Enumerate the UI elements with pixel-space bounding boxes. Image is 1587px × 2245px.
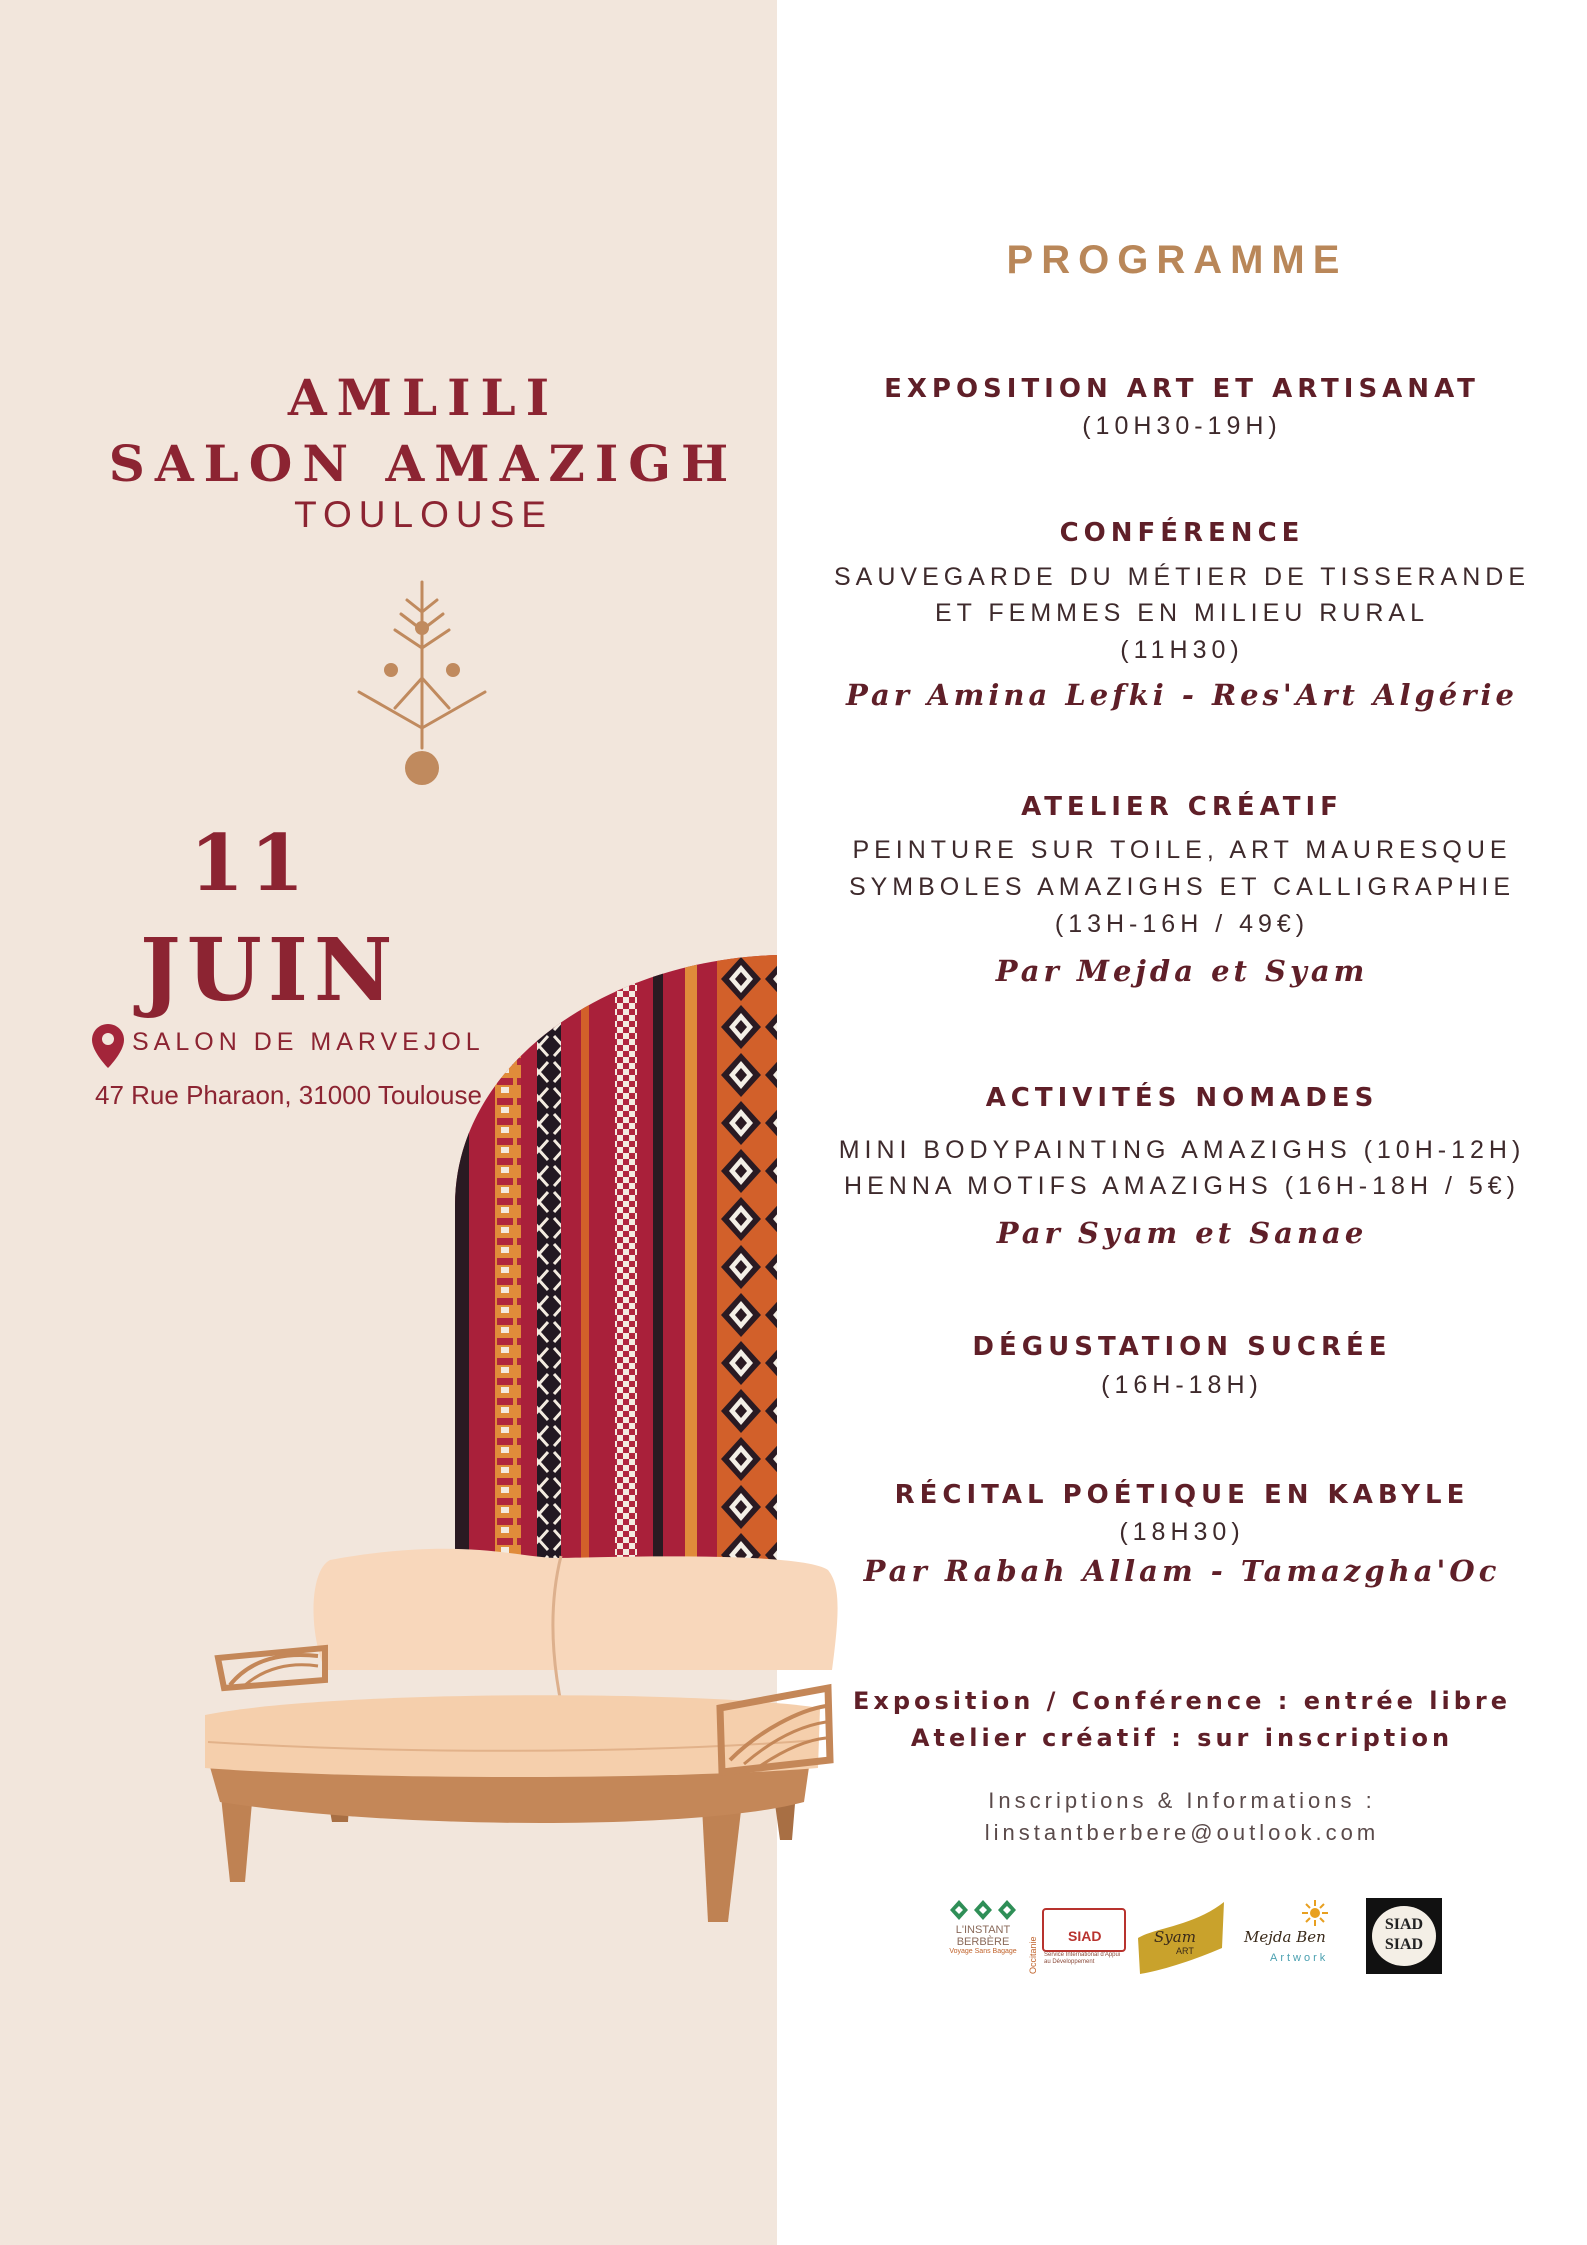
logo-mejda-sub: Artwork — [1270, 1952, 1329, 1964]
logo-instant-berbere — [948, 1898, 1018, 1978]
logo-siad-subtitle: Service International d'Appui au Développement — [1044, 1952, 1121, 1965]
sofa-illustration — [200, 1540, 840, 1930]
event-date-day: 11 — [189, 818, 311, 909]
section-recital-performer: Par Rabah Allam - Tamazgha'Oc — [863, 1554, 1501, 1588]
sun-icon — [1300, 1898, 1330, 1928]
logo-instant-line1: L'INSTANT — [955, 1924, 1011, 1936]
venue-name: SALON DE MARVEJOL — [132, 1028, 485, 1056]
venue-address: 47 Rue Pharaon, 31000 Toulouse — [95, 1080, 482, 1110]
section-atelier-hosts: Par Mejda et Syam — [995, 954, 1369, 988]
section-atelier-line1: PEINTURE SUR TOILE, ART MAURESQUE — [852, 836, 1512, 864]
contact-email[interactable]: linstantberbere@outlook.com — [984, 1820, 1380, 1845]
section-degustation-time: (16H-18H) — [1101, 1371, 1263, 1399]
logo-mejda-ben — [1240, 1898, 1348, 1978]
location-pin-icon — [92, 1024, 124, 1068]
logo-mejda-name: Mejda Ben — [1244, 1928, 1326, 1946]
section-nomades-line2: HENNA MOTIFS AMAZIGHS (16H-18H / 5€) — [844, 1172, 1520, 1200]
diamond-pattern-icon — [948, 1898, 1018, 1924]
section-recital-time: (18H30) — [1119, 1518, 1245, 1546]
section-conference-line2: ET FEMMES EN MILIEU RURAL — [934, 599, 1430, 627]
logo-siad-region: Occitanie — [1028, 1936, 1038, 1974]
logo-instant-line2: BERBÈRE — [956, 1936, 1010, 1948]
event-title-line1: AMLILI — [287, 368, 560, 427]
logo-syam-art — [1134, 1898, 1228, 1978]
section-conference-time: (11H30) — [1120, 636, 1244, 664]
entry-note-line2: Atelier créatif : sur inscription — [910, 1724, 1454, 1752]
logo-siad-dark-line2: SIAD — [1384, 1936, 1424, 1953]
section-atelier-line2: SYMBOLES AMAZIGHS ET CALLIGRAPHIE — [848, 873, 1516, 901]
section-exposition-time: (10H30-19H) — [1082, 412, 1282, 440]
section-degustation-title: DÉGUSTATION SUCRÉE — [972, 1332, 1392, 1362]
amazigh-tree-icon — [355, 578, 489, 788]
logo-syam-name: Syam — [1154, 1928, 1196, 1946]
logo-siad-dark-line1: SIAD — [1384, 1916, 1424, 1933]
event-date-month: JUIN — [140, 920, 399, 1021]
section-conference-line1: SAUVEGARDE DU MÉTIER DE TISSERANDE — [833, 563, 1531, 591]
section-exposition-title: EXPOSITION ART ET ARTISANAT — [884, 374, 1480, 404]
berber-carpet-illustration — [455, 955, 777, 1560]
section-atelier-time: (13H-16H / 49€) — [1054, 910, 1310, 938]
section-nomades-line1: MINI BODYPAINTING AMAZIGHS (10H-12H) — [838, 1136, 1526, 1164]
entry-note-line1: Exposition / Conférence : entrée libre — [852, 1687, 1512, 1715]
section-nomades-hosts: Par Syam et Sanae — [996, 1216, 1368, 1250]
logo-siad-dark — [1366, 1898, 1442, 1974]
programme-heading: PROGRAMME — [1006, 238, 1348, 282]
section-recital-title: RÉCITAL POÉTIQUE EN KABYLE — [894, 1480, 1470, 1510]
event-title-line2: SALON AMAZIGH — [108, 434, 739, 493]
section-conference-speaker: Par Amina Lefki - Res'Art Algérie — [845, 678, 1519, 712]
logo-syam-sub: ART — [1176, 1946, 1194, 1956]
logo-siad — [1028, 1898, 1124, 1978]
section-nomades-title: ACTIVITÉS NOMADES — [985, 1083, 1379, 1113]
logo-siad-name: SIAD — [1068, 1928, 1102, 1944]
section-conference-title: CONFÉRENCE — [1059, 518, 1305, 548]
event-city: TOULOUSE — [294, 494, 553, 535]
logo-instant-tagline: Voyage Sans Bagage — [949, 1948, 1017, 1955]
contact-label: Inscriptions & Informations : — [988, 1788, 1376, 1813]
section-atelier-title: ATELIER CRÉATIF — [1021, 792, 1343, 822]
